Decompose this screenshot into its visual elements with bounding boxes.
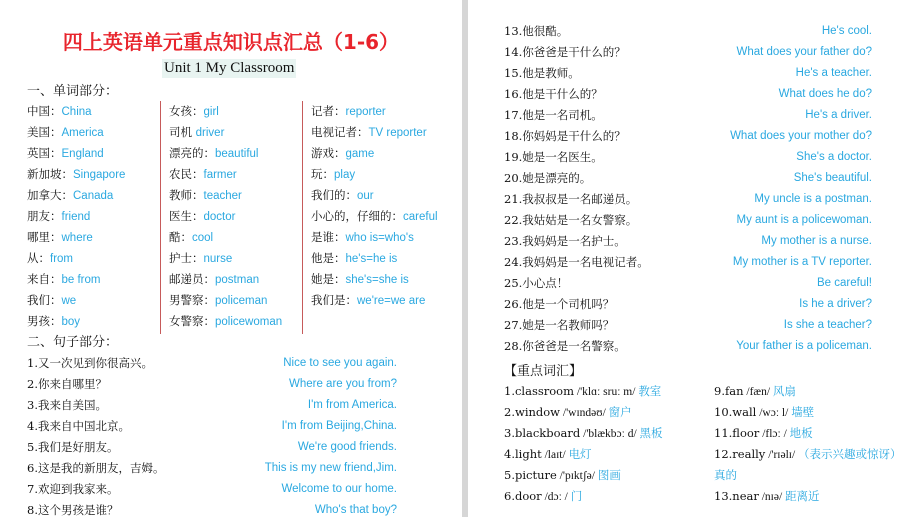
english-term: friend (61, 211, 91, 223)
sentence-english: What does your father do? (736, 46, 872, 58)
vocab-meaning: （表示兴趣或惊讶） (798, 447, 902, 461)
english-term: girl (203, 106, 219, 118)
vocab-entry (169, 311, 282, 332)
sentence-chinese: 21.我叔叔是一名邮递员。 (504, 192, 638, 206)
chinese-term: 女孩： (169, 104, 204, 118)
sentence-english: He's cool. (821, 25, 872, 37)
sentence-english: Where are you from? (288, 378, 397, 390)
english-term: from (50, 253, 73, 265)
english-term: policeman (215, 295, 268, 307)
chinese-term: 邮递员： (169, 272, 215, 286)
chinese-term: 哪里： (27, 230, 62, 244)
vocab-meaning: 真的 (714, 468, 737, 482)
chinese-term: 酷： (169, 230, 192, 244)
sentence-english: This is my new friend,Jim. (264, 462, 397, 474)
key-vocab-entry (504, 381, 661, 402)
sentence-row (504, 189, 872, 210)
vocab-entry (27, 122, 104, 143)
vocab-word: 9.fan (714, 384, 744, 398)
vocab-phonetic: /laɪt/ (541, 449, 569, 461)
sentence-chinese: 19.她是一名医生。 (504, 150, 603, 164)
english-term: Singapore (73, 169, 126, 181)
sentence-english: She's a doctor. (796, 151, 872, 163)
english-term: he's=he is (345, 253, 398, 265)
sentence-chinese: 16.他是干什么的？ (504, 87, 603, 101)
sentence-chinese: 20.她是漂亮的。 (504, 171, 592, 185)
vocab-entry (311, 101, 386, 122)
vocab-entry (27, 101, 92, 122)
chinese-term: 司机 (169, 125, 196, 139)
sentence-english: I'm from Beijing,China. (281, 420, 397, 432)
english-term: reporter (345, 106, 386, 118)
vocab-meaning: 风扇 (772, 384, 796, 398)
sentence-english: Nice to see you again. (283, 357, 397, 369)
sentence-chinese: 27.她是一名教师吗？ (504, 318, 615, 332)
english-term: policewoman (215, 316, 283, 328)
sentence-row (504, 63, 872, 84)
sentence-english: My mother is a nurse. (761, 235, 872, 247)
vocab-phonetic: /'rɪəlɪ/ (765, 449, 799, 461)
sentence-english: He's a driver. (805, 109, 872, 121)
sentence-english: What does he do? (778, 88, 872, 100)
chinese-term: 我们是： (311, 293, 357, 307)
vocab-meaning: 距离近 (785, 489, 820, 503)
sentence-english: Is she a teacher? (783, 319, 872, 331)
sentence-row (27, 479, 397, 500)
english-term: we (61, 295, 77, 307)
sentence-row (504, 210, 872, 231)
key-vocab-entry (714, 486, 820, 507)
vocab-entry (27, 227, 93, 248)
section-heading-vocab: 一、单词部分： (27, 84, 119, 99)
sentence-english: Your father is a policeman. (736, 340, 872, 352)
vocab-phonetic: /flɔː / (759, 428, 790, 440)
vocab-entry (311, 227, 414, 248)
key-vocab-entry (504, 423, 663, 444)
sentence-english: Is he a driver? (799, 298, 872, 310)
sentence-english: Welcome to our home. (281, 483, 397, 495)
unit-title: Unit 1 My Classroom (164, 60, 295, 76)
vocab-meaning: 窗户 (608, 405, 632, 419)
chinese-term: 来自： (27, 272, 62, 286)
sentence-chinese: 2.你来自哪里？ (27, 377, 107, 391)
english-term: play (334, 169, 356, 181)
vocab-entry (311, 164, 355, 185)
vocab-entry (311, 143, 374, 164)
vocab-phonetic: /'wɪndəʊ/ (560, 407, 609, 419)
chinese-term: 中国： (27, 104, 62, 118)
chinese-term: 教师： (169, 188, 204, 202)
chinese-term: 游戏： (311, 146, 346, 160)
vocab-entry (169, 206, 235, 227)
sentence-chinese: 18.你妈妈是干什么的？ (504, 129, 626, 143)
vocab-word: 4.light (504, 447, 542, 461)
vocab-entry (169, 290, 267, 311)
sentence-chinese: 28.你爸爸是一名警察。 (504, 339, 626, 353)
chinese-term: 女警察： (169, 314, 215, 328)
vocab-meaning: 电灯 (568, 447, 592, 461)
english-term: postman (215, 274, 260, 286)
sentence-chinese: 3.我来自美国。 (27, 398, 107, 412)
sentence-row (504, 126, 872, 147)
chinese-term: 美国： (27, 125, 62, 139)
chinese-term: 她是： (311, 272, 346, 286)
key-vocab-heading: 【重点词汇】 (504, 364, 583, 379)
chinese-term: 男孩： (27, 314, 62, 328)
vocab-entry (169, 143, 258, 164)
vocab-entry (27, 143, 104, 164)
chinese-term: 农民： (169, 167, 204, 181)
english-term: cool (192, 232, 214, 244)
vocab-entry (27, 164, 125, 185)
sentence-english: Be careful! (817, 277, 872, 289)
sentence-row (504, 84, 872, 105)
sentence-english: My aunt is a policewoman. (736, 214, 872, 226)
chinese-term: 小心的，仔细的： (311, 209, 403, 223)
sentence-row (27, 374, 397, 395)
chinese-term: 加拿大： (27, 188, 73, 202)
key-vocab-entry (714, 381, 796, 402)
vocab-entry (311, 206, 438, 227)
chinese-term: 从： (27, 251, 50, 265)
vocab-entry (27, 206, 90, 227)
key-vocab-entry (714, 465, 737, 486)
key-vocab-entry (504, 465, 621, 486)
chinese-term: 护士： (169, 251, 204, 265)
key-vocab-entry (714, 402, 814, 423)
sentence-row (27, 416, 397, 437)
sentence-row (504, 105, 872, 126)
sentence-english: She's beautiful. (793, 172, 872, 184)
vocab-meaning: 黑板 (639, 426, 663, 440)
vocab-entry (311, 185, 374, 206)
sentence-english: We're good friends. (297, 441, 397, 453)
sentence-row (504, 231, 872, 252)
vocab-meaning: 地板 (789, 426, 813, 440)
chinese-term: 记者： (311, 104, 346, 118)
vocab-word: 6.door (504, 489, 542, 503)
sentence-chinese: 26.他是一个司机吗？ (504, 297, 615, 311)
vocab-phonetic: /dɔː / (541, 491, 571, 503)
english-term: driver (195, 127, 225, 139)
sentence-english: What does your mother do? (730, 130, 872, 142)
sentence-chinese: 6.这是我的新朋友，吉姆。 (27, 461, 165, 475)
sentence-chinese: 14.你爸爸是干什么的？ (504, 45, 626, 59)
sentence-chinese: 15.他是教师。 (504, 66, 580, 80)
sentence-chinese: 7.欢迎到我家来。 (27, 482, 119, 496)
vocab-entry (311, 122, 427, 143)
sentence-english: My mother is a TV reporter. (732, 256, 872, 268)
sentence-chinese: 25.小心点！ (504, 276, 569, 290)
vocab-phonetic: /nɪə/ (758, 491, 786, 503)
english-term: Canada (73, 190, 114, 202)
english-term: America (61, 127, 104, 139)
chinese-term: 新加坡： (27, 167, 73, 181)
vocab-word: 3.blackboard (504, 426, 581, 440)
vocab-entry (311, 269, 409, 290)
vocab-entry (311, 248, 397, 269)
sentence-row (504, 273, 872, 294)
sentence-row (504, 294, 872, 315)
section-heading-sentences: 二、句子部分： (27, 335, 119, 350)
key-vocab-entry (504, 486, 582, 507)
english-term: nurse (203, 253, 233, 265)
english-term: doctor (203, 211, 236, 223)
chinese-term: 漂亮的： (169, 146, 215, 160)
chinese-term: 我们的： (311, 188, 357, 202)
sentence-chinese: 17.他是一名司机。 (504, 108, 603, 122)
vocab-word: 10.wall (714, 405, 757, 419)
sentence-row (504, 252, 872, 273)
sentence-english: I'm from America. (307, 399, 397, 411)
vocab-phonetic: /'klɑː sruː m/ (574, 386, 639, 398)
english-term: farmer (203, 169, 237, 181)
vocab-meaning: 图画 (597, 468, 621, 482)
chinese-term: 英国： (27, 146, 62, 160)
document-title: 四上英语单元重点知识点汇总（1-6） (62, 30, 400, 54)
sentence-chinese: 4.我来自中国北京。 (27, 419, 130, 433)
key-vocab-entry (504, 402, 632, 423)
chinese-term: 玩： (311, 167, 334, 181)
sentence-chinese: 1.又一次见到你很高兴。 (27, 356, 153, 370)
english-term: who is=who's (345, 232, 414, 244)
vocab-word: 2.window (504, 405, 561, 419)
vocab-entry (169, 122, 224, 143)
sentence-chinese: 23.我妈妈是一名护士。 (504, 234, 626, 248)
sentence-row (504, 336, 872, 357)
vocab-word: 5.picture (504, 468, 557, 482)
vocab-phonetic: /'pɪktʃə/ (556, 470, 598, 482)
sentence-row (27, 353, 397, 374)
sentence-row (504, 147, 872, 168)
vocab-entry (169, 227, 213, 248)
sentence-english: Who's that boy? (314, 504, 397, 516)
vocab-entry (169, 248, 232, 269)
sentence-english: My uncle is a postman. (754, 193, 872, 205)
sentence-chinese: 22.我姑姑是一名女警察。 (504, 213, 638, 227)
chinese-term: 医生： (169, 209, 204, 223)
vocab-phonetic: /fæn/ (743, 386, 773, 398)
vocab-entry (27, 311, 80, 332)
chinese-term: 我们： (27, 293, 62, 307)
sentence-row (504, 42, 872, 63)
vocab-meaning: 门 (570, 489, 583, 503)
english-term: careful (403, 211, 438, 223)
key-vocab-entry (504, 444, 592, 465)
sentence-row (27, 500, 397, 517)
sentence-row (504, 315, 872, 336)
key-vocab-entry (714, 444, 902, 465)
vocab-word: 13.near (714, 489, 759, 503)
sentence-row (27, 395, 397, 416)
sentence-chinese: 8.这个男孩是谁？ (27, 503, 119, 517)
vocab-entry (27, 269, 101, 290)
sentence-chinese: 24.我妈妈是一名电视记者。 (504, 255, 649, 269)
english-term: England (61, 148, 104, 160)
chinese-term: 他是： (311, 251, 346, 265)
vocab-meaning: 教室 (638, 384, 662, 398)
vocab-entry (27, 248, 73, 269)
english-term: our (357, 190, 374, 202)
vocab-word: 11.floor (714, 426, 760, 440)
english-term: boy (61, 316, 81, 328)
document-page-right (468, 0, 917, 517)
vocab-entry (169, 185, 242, 206)
chinese-term: 男警察： (169, 293, 215, 307)
vocab-entry (169, 164, 237, 185)
english-term: be from (61, 274, 101, 286)
english-term: China (61, 106, 92, 118)
vocab-entry (169, 101, 219, 122)
english-term: we're=we are (357, 295, 426, 307)
sentence-english: He's a teacher. (795, 67, 872, 79)
vocab-entry (27, 290, 76, 311)
english-term: where (61, 232, 93, 244)
vocab-entry (27, 185, 113, 206)
vocab-entry (311, 290, 425, 311)
english-term: teacher (203, 190, 242, 202)
chinese-term: 是谁： (311, 230, 346, 244)
english-term: beautiful (215, 148, 259, 160)
vocab-phonetic: /'blækbɔː d/ (580, 428, 640, 440)
table-divider (302, 101, 303, 334)
key-vocab-entry (714, 423, 813, 444)
english-term: she's=she is (345, 274, 409, 286)
vocab-meaning: 墙壁 (791, 405, 815, 419)
sentence-row (27, 437, 397, 458)
sentence-chinese: 13.他很酷。 (504, 24, 569, 38)
sentence-chinese: 5.我们是好朋友。 (27, 440, 119, 454)
sentence-row (504, 168, 872, 189)
chinese-term: 朋友： (27, 209, 62, 223)
sentence-row (27, 458, 397, 479)
english-term: game (345, 148, 375, 160)
vocab-word: 1.classroom (504, 384, 574, 398)
vocab-entry (169, 269, 259, 290)
sentence-row (504, 21, 872, 42)
vocab-word: 12.really (714, 447, 766, 461)
vocab-phonetic: /wɔː l/ (756, 407, 792, 419)
chinese-term: 电视记者： (311, 125, 369, 139)
english-term: TV reporter (368, 127, 427, 139)
table-divider (160, 101, 161, 334)
